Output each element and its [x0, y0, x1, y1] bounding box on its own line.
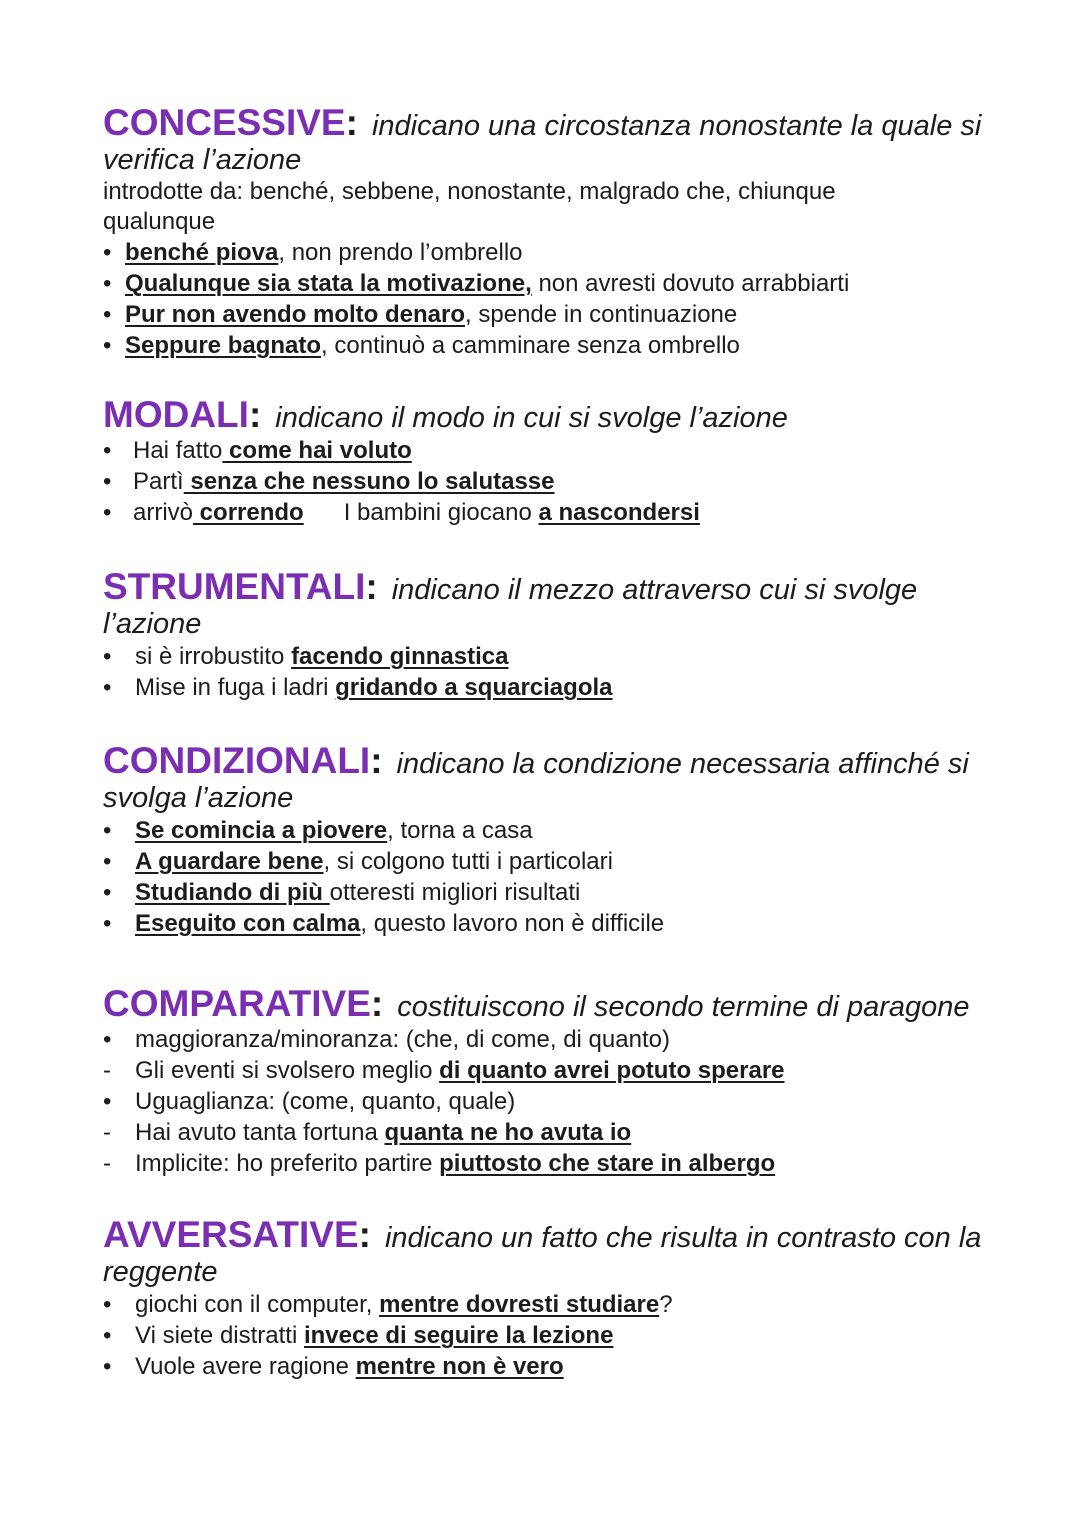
example-list [103, 1289, 1003, 1382]
list-item: • benché piova, non prendo l’ombrello [103, 239, 523, 266]
list-item: • Eseguito con calma, questo lavoro non è difficile [103, 910, 665, 937]
section-heading: STRUMENTALI: indicano il mezzo attraverso cui si svolge l’azione [103, 566, 918, 640]
list-item: • Vi siete distratti invece di seguire la lezione [103, 1322, 614, 1349]
section-concessive [103, 102, 1003, 361]
section-title: AVVERSATIVE [103, 1214, 359, 1255]
section-definition: indicano una circostanza nonostante la quale si verifica l’azione [103, 110, 982, 176]
section-heading: CONCESSIVE: indicano una circostanza nonostante la quale si verifica l’azione [103, 102, 982, 176]
section-definition: indicano la condizione necessaria affinché si svolga l’azione [103, 748, 969, 814]
list-item: • si è irrobustito facendo ginnastica [103, 643, 509, 670]
section-heading: MODALI: indicano il modo in cui si svolge l’azione [103, 394, 788, 435]
section-strumentali [103, 566, 1003, 703]
list-item: • Hai fatto come hai voluto [103, 437, 412, 464]
section-heading: CONDIZIONALI: indicano la condizione necessaria affinché si svolga l’azione [103, 740, 969, 814]
list-item: • Se comincia a piovere, torna a casa [103, 817, 533, 844]
list-item: • Seppure bagnato, continuò a camminare senza ombrello [103, 332, 740, 359]
example-list [103, 237, 1003, 361]
list-item: • Qualunque sia stata la motivazione, non avresti dovuto arrabbiarti [103, 270, 850, 297]
example-list [103, 641, 1003, 703]
section-title: CONDIZIONALI [103, 740, 371, 781]
section-intro: introdotte da: benché, sebbene, nonostante, malgrado che, chiunque qualunque [103, 178, 836, 235]
section-title: STRUMENTALI [103, 566, 366, 607]
example-list [103, 1024, 1003, 1179]
list-item: • A guardare bene, si colgono tutti i particolari [103, 848, 613, 875]
example-list [103, 815, 1003, 939]
list-item: • Partì senza che nessuno lo salutasse [103, 468, 555, 495]
section-definition: indicano il modo in cui si svolge l’azione [275, 402, 788, 434]
section-comparative [103, 983, 1003, 1179]
section-modali [103, 394, 1003, 528]
section-title: MODALI [103, 394, 249, 435]
list-item: - Implicite: ho preferito partire piuttosto che stare in albergo [103, 1150, 776, 1177]
section-title: CONCESSIVE [103, 102, 346, 143]
section-heading: COMPARATIVE: costituiscono il secondo termine di paragone [103, 983, 970, 1024]
section-heading: AVVERSATIVE: indicano un fatto che risulta in contrasto con la reggente [103, 1214, 982, 1288]
list-item: • arrivò correndo I bambini giocano a nascondersi [103, 499, 700, 526]
list-item: • maggioranza/minoranza: (che, di come, di quanto) [103, 1026, 670, 1053]
example-list [103, 435, 1003, 528]
list-item: • Studiando di più otteresti migliori risultati [103, 879, 581, 906]
section-condizionali [103, 740, 1003, 939]
list-item: • Pur non avendo molto denaro, spende in continuazione [103, 301, 738, 328]
section-title: COMPARATIVE [103, 983, 371, 1024]
section-definition: costituiscono il secondo termine di paragone [397, 991, 970, 1023]
list-item: - Hai avuto tanta fortuna quanta ne ho avuta io [103, 1119, 632, 1146]
list-item: • Mise in fuga i ladri gridando a squarciagola [103, 674, 613, 701]
list-item: - Gli eventi si svolsero meglio di quanto avrei potuto sperare [103, 1057, 785, 1084]
section-avversative [103, 1214, 1003, 1382]
list-item: • Vuole avere ragione mentre non è vero [103, 1353, 564, 1380]
list-item: • Uguaglianza: (come, quanto, quale) [103, 1088, 516, 1115]
list-item: • giochi con il computer, mentre dovresti studiare? [103, 1291, 673, 1318]
section-definition: indicano un fatto che risulta in contrasto con la reggente [103, 1222, 982, 1288]
section-definition: indicano il mezzo attraverso cui si svolge l’azione [103, 574, 918, 640]
